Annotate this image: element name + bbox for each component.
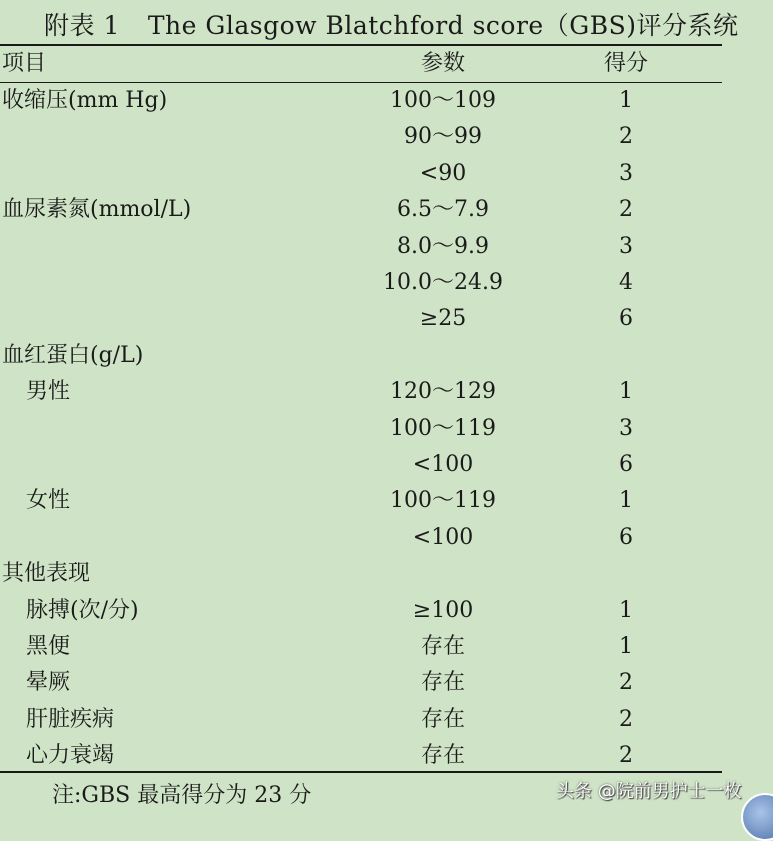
row-param: 存在 xyxy=(420,706,466,732)
row-score: 1 xyxy=(619,597,633,623)
row-item: 收缩压(mm Hg) xyxy=(2,88,168,113)
table-row xyxy=(0,230,722,264)
row-param: 存在 xyxy=(420,743,466,769)
row-item: 男性 xyxy=(26,379,71,405)
table-row xyxy=(0,448,722,482)
table-number: 附表 1 xyxy=(44,11,120,40)
row-score: 2 xyxy=(619,670,633,696)
table-row xyxy=(0,630,722,664)
table-row xyxy=(0,266,722,300)
bottom-rule xyxy=(0,771,722,773)
table-row xyxy=(0,739,722,773)
table-note: 注:GBS 最高得分为 23 分 xyxy=(52,783,312,808)
row-param: 10.0～24.9 xyxy=(383,270,503,295)
top-rule xyxy=(0,44,722,46)
table-row xyxy=(0,120,722,154)
row-item: 黑便 xyxy=(26,634,71,659)
watermark: 头条 @院前男护士一枚 xyxy=(556,781,742,802)
table-title xyxy=(44,6,738,42)
row-score: 4 xyxy=(619,270,633,295)
row-score: 2 xyxy=(619,197,633,223)
table-row xyxy=(0,557,722,591)
table-row xyxy=(0,375,722,409)
row-param: 100～109 xyxy=(390,88,496,113)
row-param: <100 xyxy=(412,452,474,477)
table-header xyxy=(0,47,722,81)
row-param: 存在 xyxy=(420,670,466,696)
avatar xyxy=(741,793,773,841)
table-row xyxy=(0,521,722,555)
row-param: 8.0～9.9 xyxy=(397,233,489,259)
table-row xyxy=(0,412,722,446)
table-row xyxy=(0,84,722,118)
row-score: 2 xyxy=(619,124,633,150)
row-score: 1 xyxy=(619,634,633,659)
row-item: 其他表现 xyxy=(2,561,91,587)
row-item: 肝脏疾病 xyxy=(26,706,115,732)
row-param: 存在 xyxy=(420,634,466,659)
table-row xyxy=(0,157,722,191)
row-score: 3 xyxy=(619,233,633,259)
row-param: <100 xyxy=(412,524,474,550)
row-param: ≥25 xyxy=(419,306,467,332)
row-score: 3 xyxy=(619,160,633,186)
table-row xyxy=(0,302,722,336)
row-score: 6 xyxy=(619,452,633,477)
row-score: 1 xyxy=(619,88,633,113)
row-score: 6 xyxy=(619,306,633,332)
row-score: 3 xyxy=(619,415,633,441)
table-row xyxy=(0,703,722,737)
row-score: 2 xyxy=(619,743,633,769)
row-param: 100～119 xyxy=(390,488,496,514)
row-score: 6 xyxy=(619,524,633,550)
column-header-score: 得分 xyxy=(603,51,649,76)
row-item: 脉搏(次/分) xyxy=(26,597,139,623)
row-param: 100～119 xyxy=(390,415,496,441)
row-param: 120～129 xyxy=(390,379,496,405)
table-row xyxy=(0,339,722,373)
header-rule xyxy=(0,82,722,83)
row-param: 6.5～7.9 xyxy=(397,197,489,223)
row-score: 2 xyxy=(619,706,633,732)
row-score: 1 xyxy=(619,488,633,514)
table-row xyxy=(0,193,722,227)
row-item: 血红蛋白(g/L) xyxy=(2,342,144,368)
column-header-item: 项目 xyxy=(2,51,47,76)
table-row xyxy=(0,484,722,518)
table-row xyxy=(0,666,722,700)
table-row xyxy=(0,594,722,628)
row-param: 90～99 xyxy=(404,124,482,150)
row-item: 晕厥 xyxy=(26,670,71,696)
row-item: 血尿素氮(mmol/L) xyxy=(2,197,192,223)
row-param: <90 xyxy=(419,160,467,186)
table-title-text: The Glasgow Blatchford score（GBS)评分系统 xyxy=(147,11,739,40)
row-score: 1 xyxy=(619,379,633,405)
row-item: 心力衰竭 xyxy=(26,743,115,769)
row-param: ≥100 xyxy=(412,597,474,623)
row-item: 女性 xyxy=(26,488,71,514)
column-header-param: 参数 xyxy=(420,51,466,76)
